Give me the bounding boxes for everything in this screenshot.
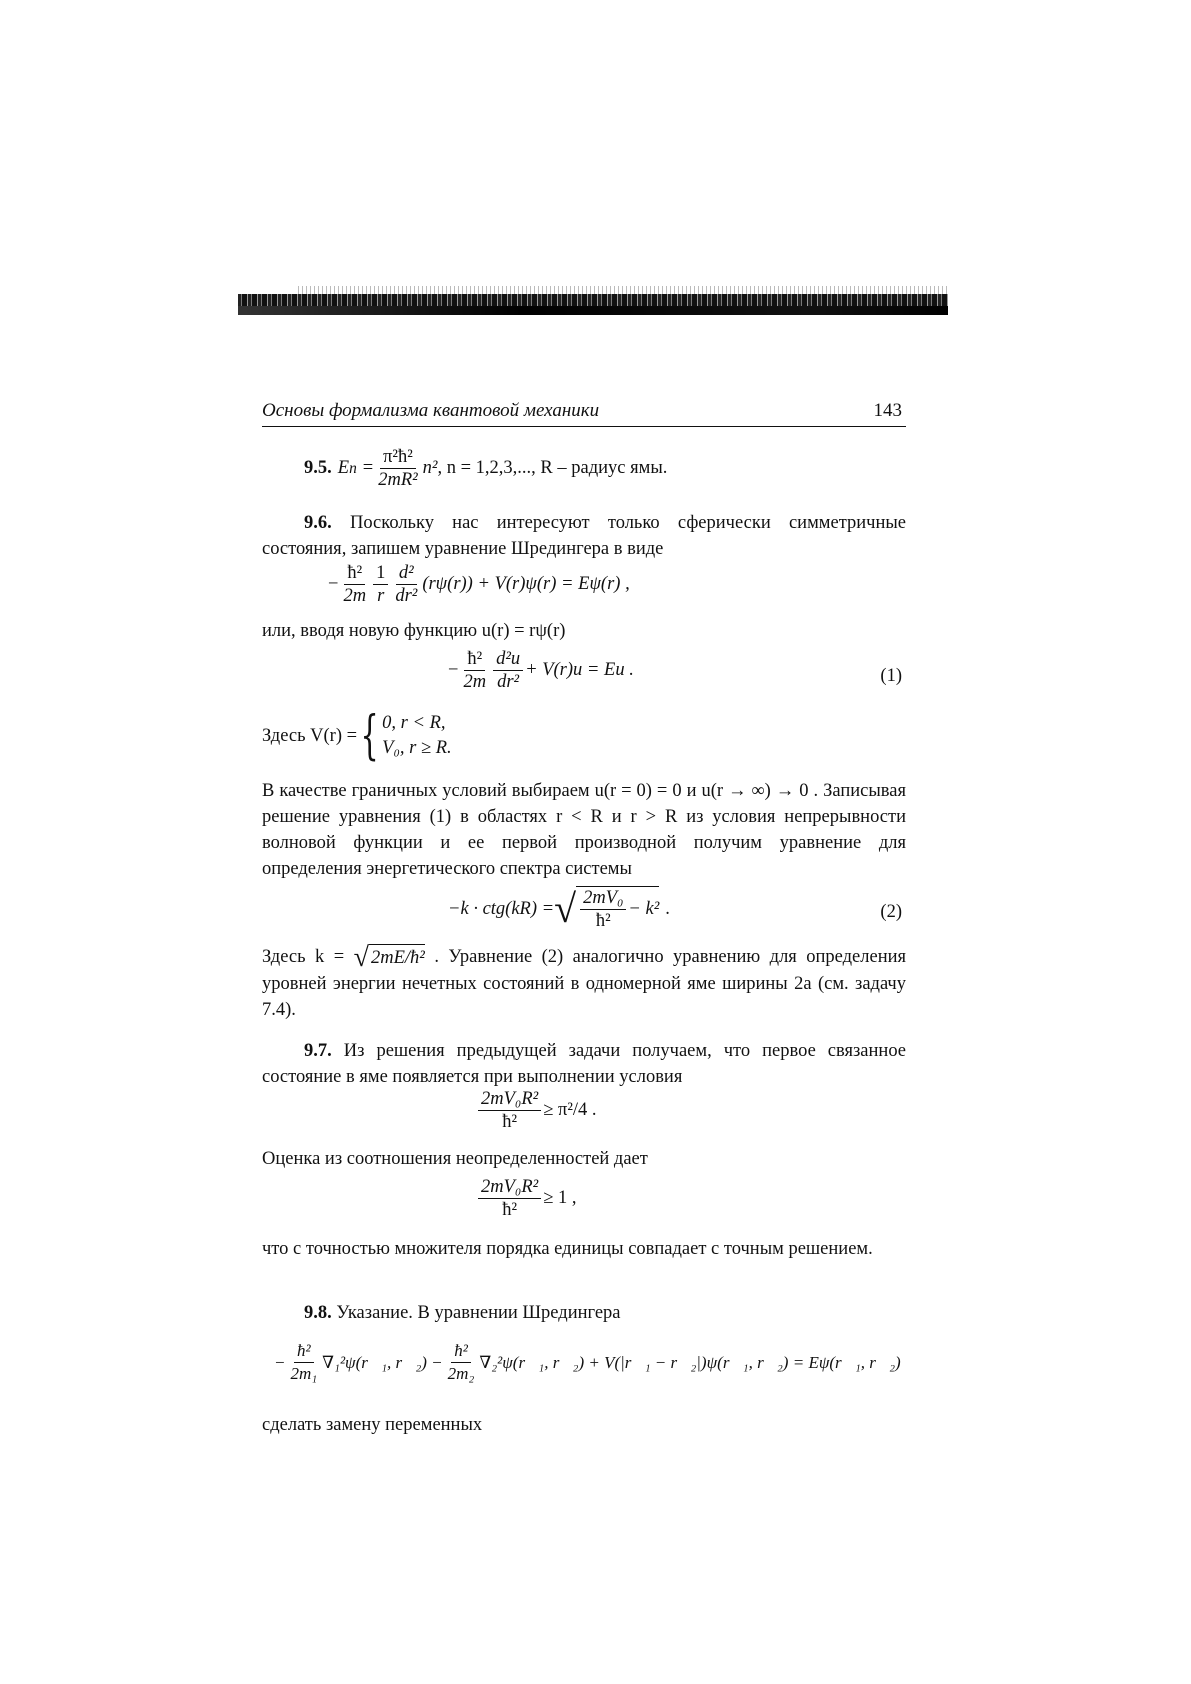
fraction-denominator: ħ²	[595, 911, 611, 931]
potential-cases	[382, 711, 452, 761]
solution-9-8-intro	[262, 1300, 906, 1326]
derivative-fraction	[493, 648, 523, 693]
equation-rest: (rψ(r)) + V(r)ψ(r) = Eψ(r) ,	[422, 574, 630, 594]
hbar-m1-fraction	[287, 1340, 320, 1385]
k-label: Здесь k =	[262, 947, 345, 967]
scan-noise	[298, 286, 948, 294]
fraction-denominator: dr²	[497, 672, 520, 692]
wavenumber-definition	[262, 941, 907, 1023]
paragraph-text: Из решения предыдущей задачи получаем, что первое связанное состояние в яме появляется при выполнении условия	[262, 1041, 907, 1087]
equation-left: −k · ctg(kR) =	[448, 898, 555, 919]
radicand-tail: − k²	[628, 899, 660, 919]
k-radicand: 2mE/ħ²	[369, 944, 425, 971]
paragraph-text: что с точностью множителя порядка единицы совпадает с точным решением.	[262, 1239, 873, 1259]
fraction-numerator: 2mV₀R²	[478, 1088, 541, 1111]
paragraph-text: . Уравнение (2) аналогично уравнению для определения уровней энергии нечетных состояний в одномерной яме ширины 2a (см. задачу 7.4).	[262, 947, 907, 1021]
boundary-conditions-paragraph	[262, 778, 906, 882]
fraction-denominator: 2m	[463, 672, 487, 692]
fraction-numerator: ħ²	[464, 648, 485, 671]
equals-sign: =	[362, 458, 374, 478]
problem-number: 9.5.	[304, 458, 332, 478]
equation-rest: + V(r)u = Eu .	[525, 660, 634, 680]
mass-potential-fraction	[580, 887, 626, 932]
scan-dark-strip-lower	[238, 306, 948, 315]
equation-end: .	[665, 898, 670, 919]
fraction-numerator: 1	[373, 562, 388, 585]
equation-1	[262, 648, 906, 708]
case-outside: V₀, r ≥ R.	[382, 738, 452, 758]
substitution-line	[262, 618, 906, 644]
square-root	[554, 886, 659, 932]
variable-substitution-line	[262, 1412, 906, 1438]
radicand	[576, 886, 659, 932]
problem-number: 9.7.	[304, 1041, 332, 1061]
derivative-fraction	[392, 562, 420, 607]
paragraph-text: или, вводя новую функцию u(r) = rψ(r)	[262, 621, 566, 641]
fraction-denominator: 2m₂	[447, 1364, 475, 1383]
hbar-m2-fraction	[445, 1340, 478, 1385]
laplacian-term-2: ∇₂²ψ(r⃗₁, r⃗₂) + V(|r⃗₁ − r⃗₂|)ψ(r⃗₁, r⃗₂) = Eψ(r⃗₁, r⃗₂)	[479, 1352, 901, 1372]
problem-number: 9.6.	[304, 513, 332, 533]
hbar-fraction	[340, 562, 369, 607]
potential-definition	[262, 706, 906, 774]
minus-sign: −	[448, 660, 459, 680]
fraction-denominator: 2mR²	[378, 470, 418, 490]
radical-sign: √	[554, 886, 577, 931]
fraction-denominator: 2m	[343, 586, 367, 606]
fraction-denominator: r	[377, 586, 385, 606]
schrodinger-radial-equation	[262, 562, 906, 622]
fraction-numerator: d²	[396, 562, 417, 585]
minus-sign: −	[274, 1352, 286, 1372]
energy-subscript: n	[349, 459, 357, 477]
uncertainty-condition	[262, 1176, 906, 1236]
running-title: Основы формализма квантовой механики	[262, 400, 600, 421]
scan-artifact-bar	[238, 286, 948, 316]
solution-9-6-intro	[262, 510, 906, 562]
running-header	[262, 396, 906, 427]
energy-tail: , n = 1,2,3,..., R – радиус ямы.	[437, 458, 668, 478]
fraction-denominator: 2m₁	[290, 1364, 318, 1383]
n-squared: n²	[422, 458, 438, 478]
paragraph-text: Оценка из соотношения неопределенностей дает	[262, 1149, 648, 1169]
problem-number: 9.8.	[304, 1303, 332, 1323]
fraction-numerator: ħ²	[344, 562, 365, 585]
potential-label: Здесь V(r) =	[262, 725, 358, 746]
fraction-numerator: ħ²	[294, 1340, 314, 1363]
paragraph-text: Поскольку нас интересуют только сферически симметричные состояния, запишем уравнение Шредингера в виде	[262, 513, 907, 559]
fraction-numerator: d²u	[493, 648, 523, 671]
solution-9-5	[262, 446, 906, 506]
equation-number: (1)	[880, 666, 902, 686]
bound-state-condition	[262, 1088, 906, 1148]
equation-rest: ≥ 1 ,	[543, 1188, 577, 1208]
two-body-schrodinger-equation	[262, 1340, 906, 1400]
case-inside: 0, r < R,	[382, 713, 446, 733]
inverse-r-fraction	[373, 562, 388, 607]
energy-symbol: E	[337, 458, 350, 478]
paragraph-text: В качестве граничных условий выбираем u(r = 0) = 0 и u(r → ∞) → 0 . Записывая решение уравнения (1) в областях r < R и r > R из условия непрерывности волновой функции и ее первой производной получим уравнение для определения энергетического спектра системы	[262, 781, 906, 879]
fraction-numerator: 2mV₀R²	[478, 1176, 541, 1199]
fraction-numerator: π²ħ²	[380, 446, 416, 469]
paragraph-text: Указание. В уравнении Шредингера	[336, 1303, 621, 1323]
hbar-fraction	[460, 648, 489, 693]
equation-2	[262, 886, 906, 946]
condition-fraction	[478, 1176, 541, 1221]
fraction-numerator: 2mV₀	[580, 887, 626, 910]
fraction-denominator: dr²	[395, 586, 418, 606]
left-brace: {	[360, 706, 379, 766]
condition-fraction	[478, 1088, 541, 1133]
laplacian-term-1: ∇₁²ψ(r⃗₁, r⃗₂) −	[322, 1352, 443, 1372]
energy-fraction	[375, 446, 420, 491]
equation-rest: ≥ π²/4 .	[543, 1100, 597, 1120]
fraction-denominator: ħ²	[502, 1200, 517, 1220]
solution-9-7-intro	[262, 1038, 906, 1090]
minus-sign: −	[328, 574, 339, 594]
fraction-numerator: ħ²	[451, 1340, 471, 1363]
k-root: √ 2mE/ħ²	[353, 941, 425, 973]
conclusion-paragraph	[262, 1236, 906, 1262]
page-number: 143	[873, 400, 902, 421]
uncertainty-estimate-line	[262, 1146, 906, 1172]
scan-dark-strip	[238, 294, 948, 306]
fraction-denominator: ħ²	[502, 1112, 517, 1132]
paragraph-text: сделать замену переменных	[262, 1415, 483, 1435]
equation-number: (2)	[880, 902, 902, 922]
